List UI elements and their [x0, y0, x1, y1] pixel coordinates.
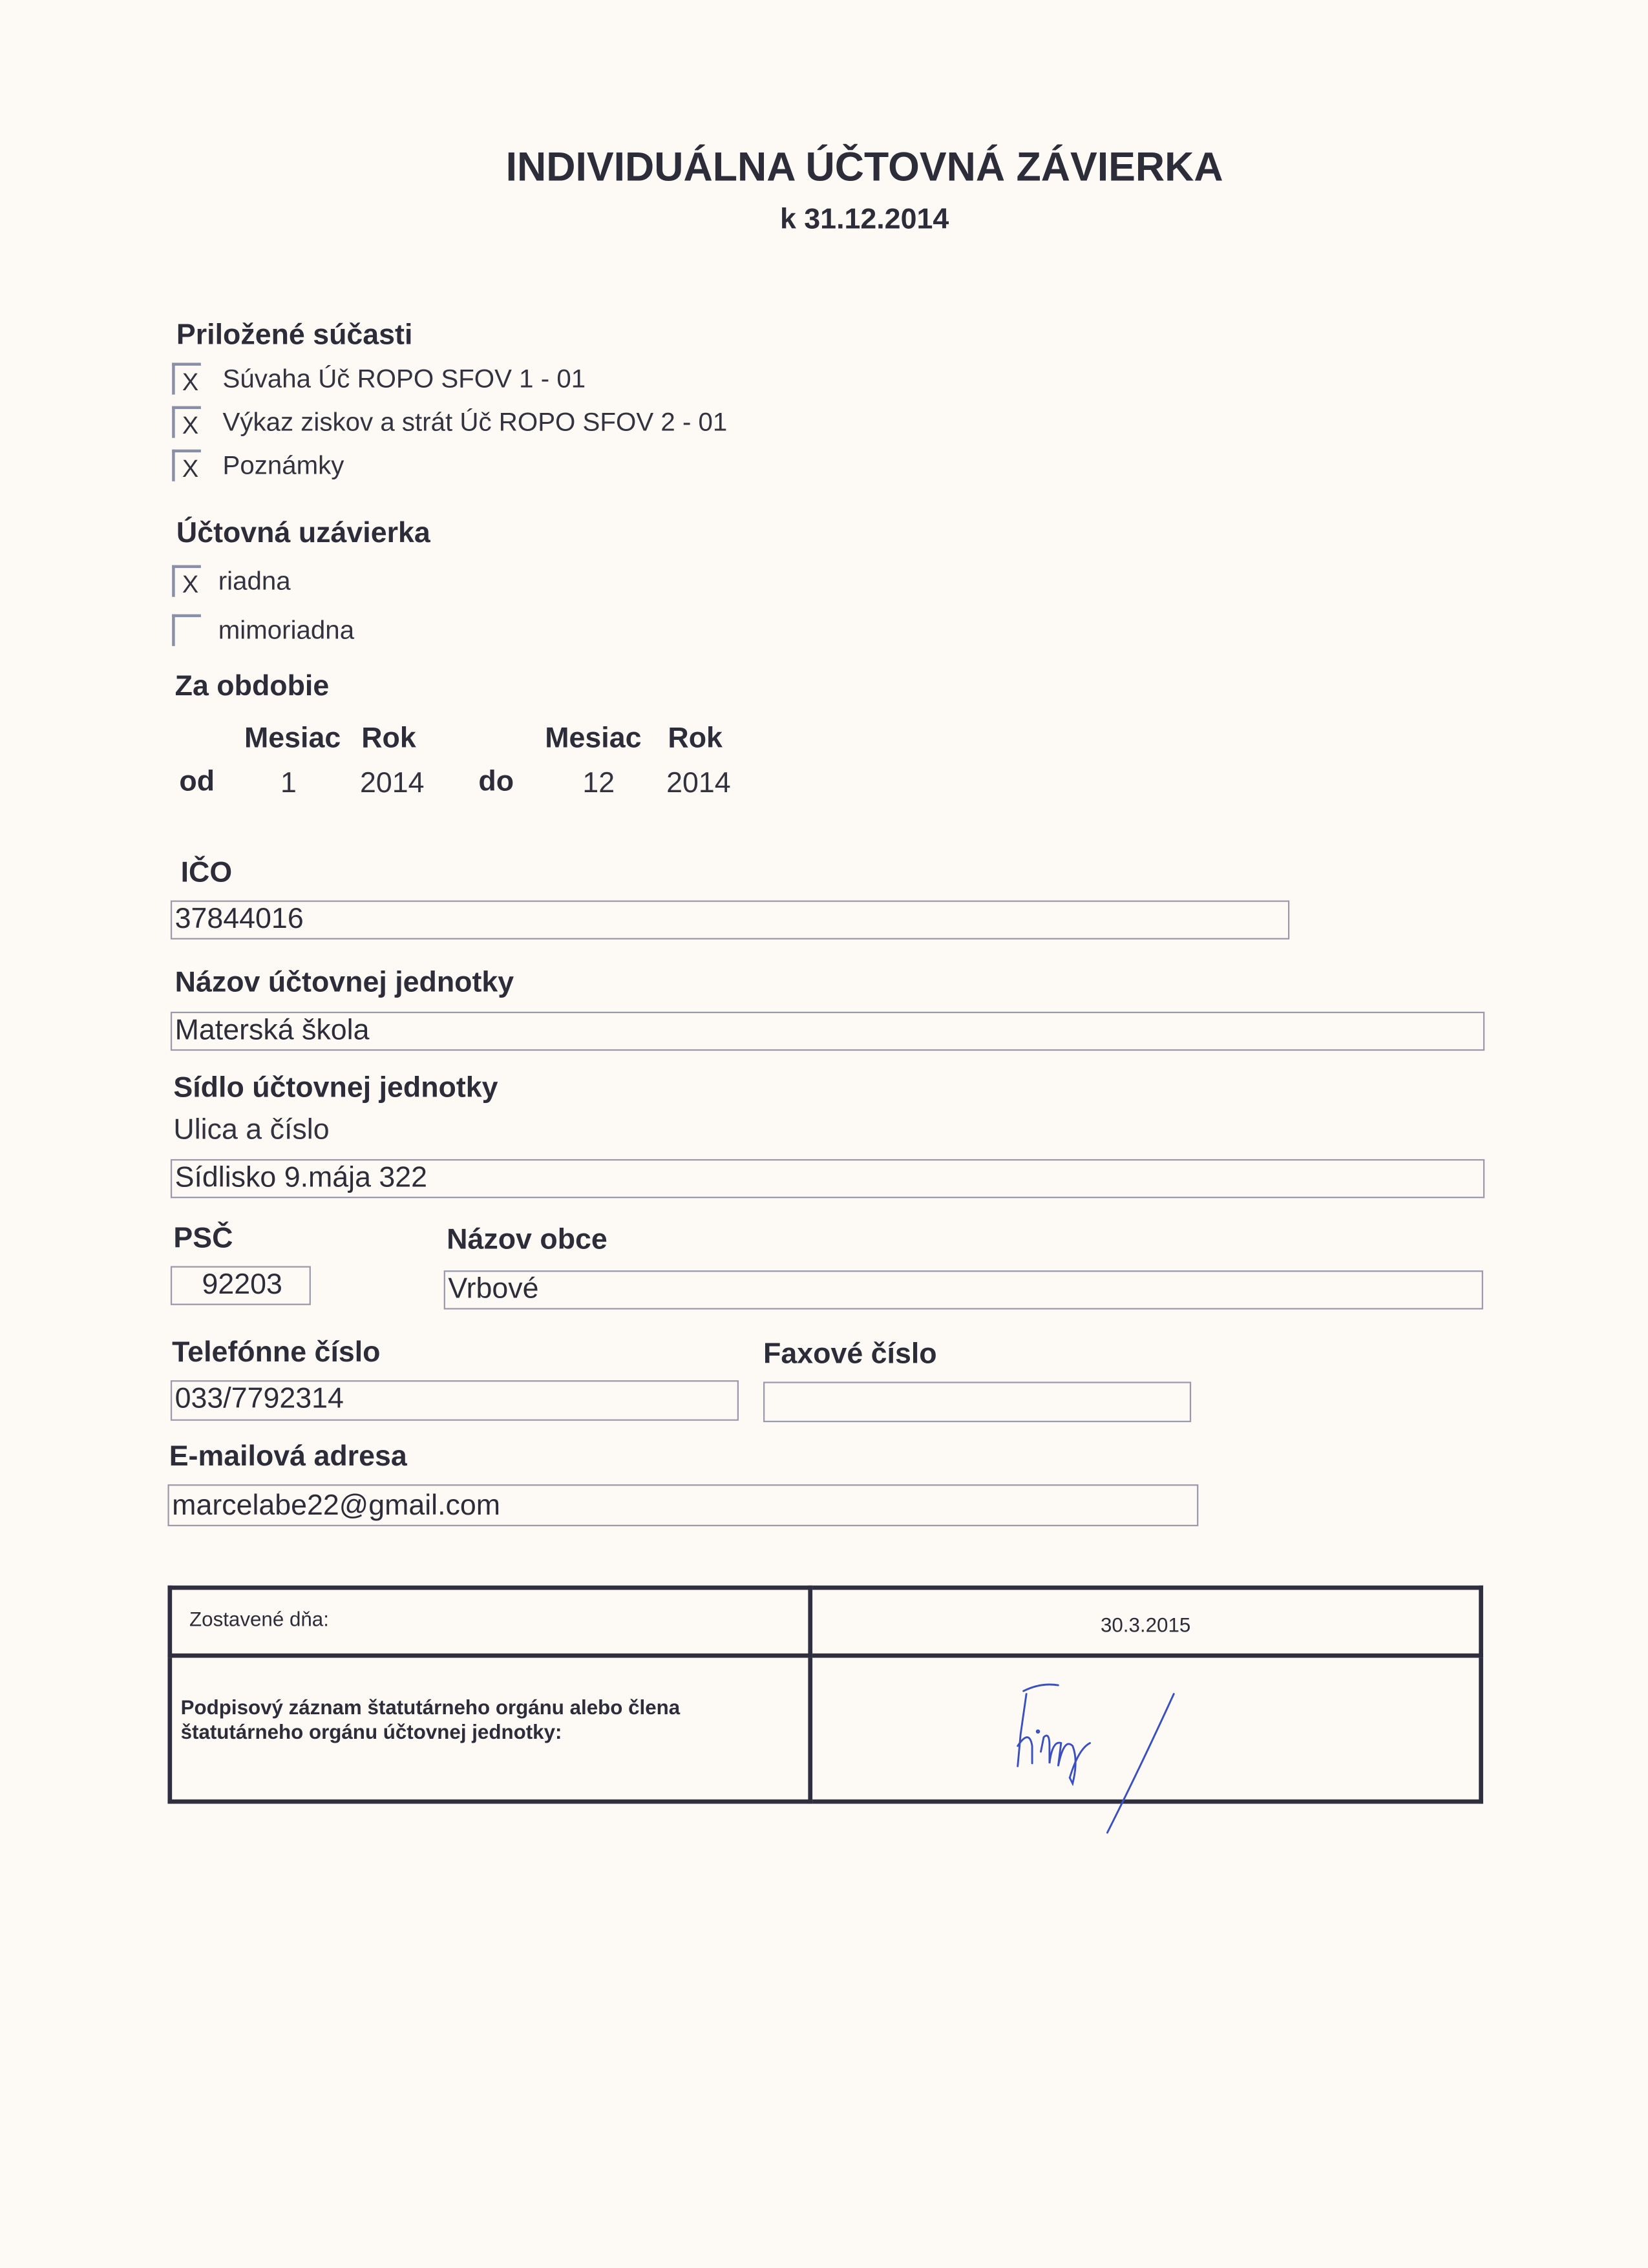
- signature-label-cell: [170, 1655, 810, 1801]
- attachment-label: Súvaha Úč ROPO SFOV 1 - 01: [222, 364, 586, 394]
- to-month-value: 12: [582, 767, 615, 799]
- period-heading: Za obdobie: [174, 670, 330, 703]
- checkbox-regular[interactable]: X: [172, 565, 201, 597]
- document-subtitle: k 31.12.2014: [779, 204, 949, 236]
- date-label-cell: [170, 1588, 810, 1655]
- date-label: Zostavené dňa:: [189, 1607, 329, 1631]
- checkbox-balance-sheet[interactable]: X: [172, 362, 201, 394]
- fax-field[interactable]: [763, 1381, 1191, 1422]
- ico-field[interactable]: 37844016: [171, 901, 1289, 940]
- closing-label: riadna: [218, 566, 291, 596]
- street-field[interactable]: Sídlisko 9.mája 322: [171, 1159, 1484, 1198]
- ico-label: IČO: [180, 857, 233, 889]
- to-month-header: Mesiac: [545, 722, 642, 755]
- phone-label: Telefónne číslo: [172, 1337, 381, 1369]
- to-year-header: Rok: [668, 722, 723, 755]
- to-year-value: 2014: [666, 767, 731, 799]
- email-field[interactable]: marcelabe22@gmail.com: [167, 1484, 1198, 1526]
- entity-name-label: Názov účtovnej jednotky: [174, 967, 514, 999]
- document-title: INDIVIDUÁLNA ÚČTOVNÁ ZÁVIERKA: [505, 144, 1223, 190]
- attachments-heading: Priložené súčasti: [176, 319, 413, 352]
- city-field[interactable]: Vrbové: [444, 1270, 1483, 1309]
- from-year-header: Rok: [361, 722, 416, 755]
- date-value-cell: [810, 1588, 1481, 1655]
- entity-name-field[interactable]: Materská škola: [171, 1012, 1484, 1051]
- checkbox-notes[interactable]: X: [172, 450, 201, 481]
- checkbox-income-statement[interactable]: X: [172, 406, 201, 438]
- signature-label: Podpisový záznam štatutárneho orgánu alebo člena štatutárneho orgánu účtovnej jednotky:: [180, 1695, 681, 1743]
- date-value: 30.3.2015: [1100, 1613, 1191, 1637]
- address-label: Sídlo účtovnej jednotky: [173, 1072, 498, 1104]
- to-label: do: [478, 766, 514, 798]
- phone-field[interactable]: 033/7792314: [171, 1380, 739, 1421]
- checkbox-extraordinary[interactable]: [172, 614, 201, 646]
- from-year-value: 2014: [359, 767, 425, 799]
- attachment-label: Výkaz ziskov a strát Úč ROPO SFOV 2 - 01: [222, 407, 728, 437]
- city-label: Názov obce: [447, 1224, 607, 1256]
- handwritten-signature: [983, 1677, 1200, 1836]
- from-label: od: [179, 766, 215, 798]
- closing-label: mimoriadna: [218, 615, 355, 645]
- psc-field[interactable]: 92203: [171, 1266, 311, 1305]
- from-month-header: Mesiac: [244, 722, 341, 755]
- fax-label: Faxové číslo: [763, 1338, 937, 1370]
- closing-heading: Účtovná uzávierka: [176, 517, 430, 549]
- attachment-label: Poznámky: [222, 450, 344, 480]
- psc-label: PSČ: [173, 1223, 233, 1255]
- street-label: Ulica a číslo: [173, 1114, 330, 1146]
- email-label: E-mailová adresa: [169, 1441, 407, 1473]
- from-month-value: 1: [280, 767, 297, 799]
- signature-table: [167, 1586, 1483, 1804]
